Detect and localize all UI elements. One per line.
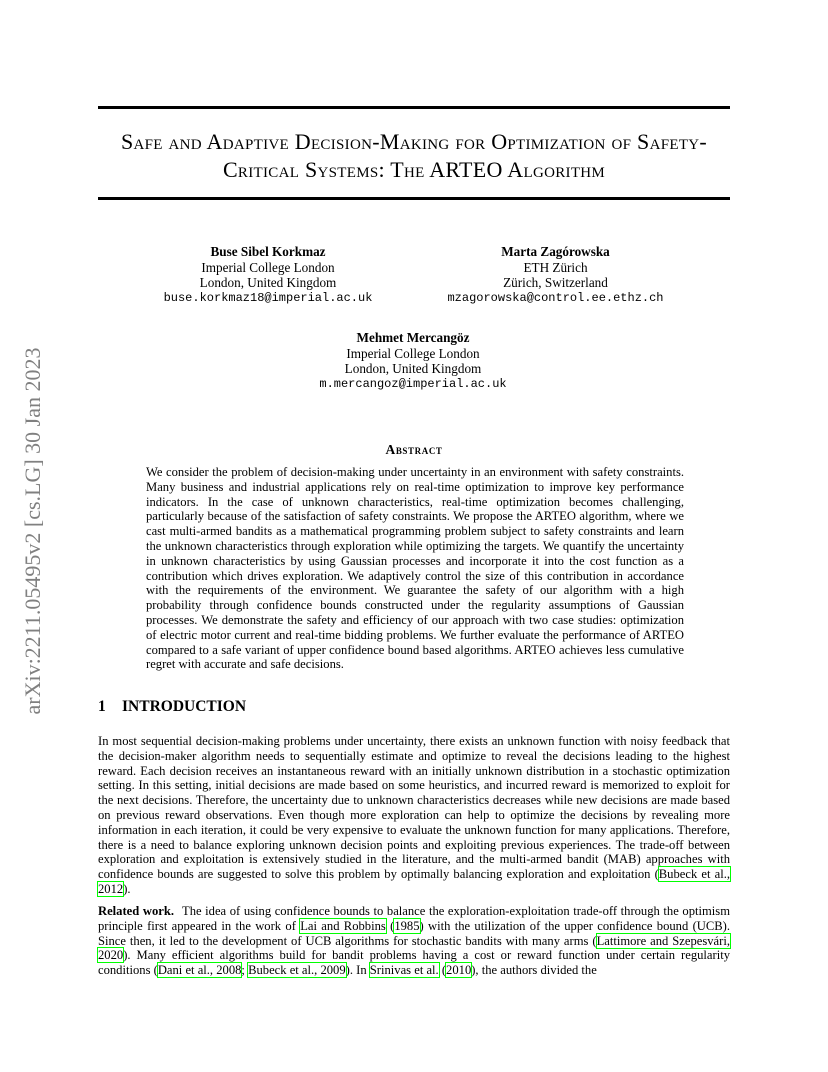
abstract-text: We consider the problem of decision-making under uncertainty in an environment with safety constraints. Many business and industrial applications rely on real-time optimization to improve key performance indicators. In the case of unknown characteristics, real-time optimization becomes challenging, particularly because of the satisfaction of safety constraints. We propose the ARTEO algorithm, where we cast multi-armed bandits as a mathematical programming problem subject to safety constraints and learn the unknown characteristics through exploration while optimizing the targets. We quantify the uncertainty in unknown characteristics by using Gaussian processes and incorporate it into the cost function as a contribution which drives exploration. We adaptively control the size of this contribution in accordance with the requirements of the environment. We guarantee the safety of our algorithm with a high probability through confidence bounds constructed under the regularity assumptions of Gaussian processes. We demonstrate the safety and efficiency of our approach with two case studies: optimization of electric motor current and real-time bidding problems. We further evaluate the performance of ARTEO compared to a safe variant of upper confidence bound based algorithms. ARTEO achieves less cumulative regret with accurate and safe decisions. bbox=[146, 465, 684, 672]
paragraph-text: ) with the utilization of the upper confidence bound (UCB). Since then, it led to the development of UCB algorithms for stochastic bandits with many arms ( bbox=[98, 918, 731, 948]
citation-link[interactable]: 1985 bbox=[394, 918, 420, 933]
section-number: 1 bbox=[98, 698, 106, 715]
title-bottom-rule bbox=[98, 197, 730, 200]
paragraph-text: In most sequential decision-making problems under uncertainty, there exists an unknown function with noisy feedback that the decision-maker algorithm needs to sequentially estimate and optimize to reveal the decisions leading to the highest reward. Each decision receives an instantaneous reward with an initially unknown distribution in a stochastic optimization setting. In this setting, initial decisions are made based on some heuristics, and incurred reward is memorized to exploit for the next decisions. Therefore, the uncertainty due to unknown characteristics decreases while new decisions are made based on previous reward observations. Even though more exploration can help to optimize the decisions by revealing more information in each iteration, it could be very expensive to evaluate the unknown function for many applications. Therefore, there is a need to balance exploring unknown decision points and exploiting previous experiences. The trade-off between exploration and exploitation is extensively studied in the literature, and the multi-armed bandit (MAB) approaches with confidence bounds are suggested to solve this problem by optimally balancing exploration and exploitation ( bbox=[98, 734, 730, 882]
intro-paragraph bbox=[98, 734, 730, 897]
section-title: INTRODUCTION bbox=[122, 698, 247, 715]
author-affiliation: Imperial College London bbox=[201, 259, 335, 275]
paragraph-text: ). Many efficient algorithms build for bandit problems having a cost or reward function under certain regularity conditions ( bbox=[98, 948, 730, 978]
paragraph-text: ), the authors divided the bbox=[471, 963, 597, 978]
citation-link[interactable]: Bubeck et al., 2012 bbox=[98, 867, 730, 896]
paragraph-text: ( bbox=[438, 963, 447, 978]
paper-title: Safe and Adaptive Decision-Making for Optimization of Safety-Critical Systems: The ARTEO Algorithm bbox=[120, 129, 708, 182]
author-location: London, United Kingdom bbox=[199, 275, 337, 290]
paragraph-text: ). In bbox=[345, 963, 370, 978]
citation-link[interactable]: 2010 bbox=[446, 963, 472, 978]
paragraph-text: ; bbox=[241, 963, 249, 978]
runin-heading: Related work. bbox=[98, 904, 174, 918]
related-work-paragraph bbox=[98, 904, 730, 978]
abstract-heading: Abstract bbox=[385, 442, 443, 457]
citation-link[interactable]: Bubeck et al., 2009 bbox=[248, 963, 346, 978]
paragraph-text: ( bbox=[385, 918, 395, 933]
author-name: Marta Zagórowska bbox=[501, 244, 610, 259]
author-name: Buse Sibel Korkmaz bbox=[210, 244, 326, 259]
citation-link[interactable]: Dani et al., 2008 bbox=[157, 963, 242, 978]
arxiv-sidebar bbox=[18, 296, 48, 766]
author-location: Zürich, Switzerland bbox=[503, 275, 608, 290]
author-affiliation: Imperial College London bbox=[346, 345, 480, 361]
author-affiliation: ETH Zürich bbox=[523, 259, 588, 275]
citation-link[interactable]: Srinivas et al. bbox=[369, 963, 439, 978]
author-email: mzagorowska@control.ee.ethz.ch bbox=[447, 290, 664, 305]
paragraph-text: ). bbox=[123, 881, 131, 896]
author-card bbox=[288, 330, 538, 392]
citation-link[interactable]: Lattimore and Szepesvári, 2020 bbox=[98, 933, 730, 963]
title-top-rule bbox=[98, 106, 730, 109]
citation-link[interactable]: Lai and Robbins bbox=[300, 918, 386, 933]
author-email: m.mercangoz@imperial.ac.uk bbox=[319, 376, 507, 391]
paragraph-text: The idea of using confidence bounds to balance the exploration-exploitation trade-off through the optimism principle first appeared in the work of bbox=[98, 904, 730, 933]
section-heading bbox=[98, 698, 246, 716]
author-card bbox=[428, 244, 683, 306]
author-name: Mehmet Mercangöz bbox=[356, 330, 470, 345]
arxiv-identifier: arXiv:2211.05495v2 [cs.LG] 30 Jan 2023 bbox=[20, 347, 45, 715]
author-card bbox=[148, 244, 388, 306]
author-email: buse.korkmaz18@imperial.ac.uk bbox=[163, 290, 373, 305]
author-location: London, United Kingdom bbox=[344, 361, 482, 376]
